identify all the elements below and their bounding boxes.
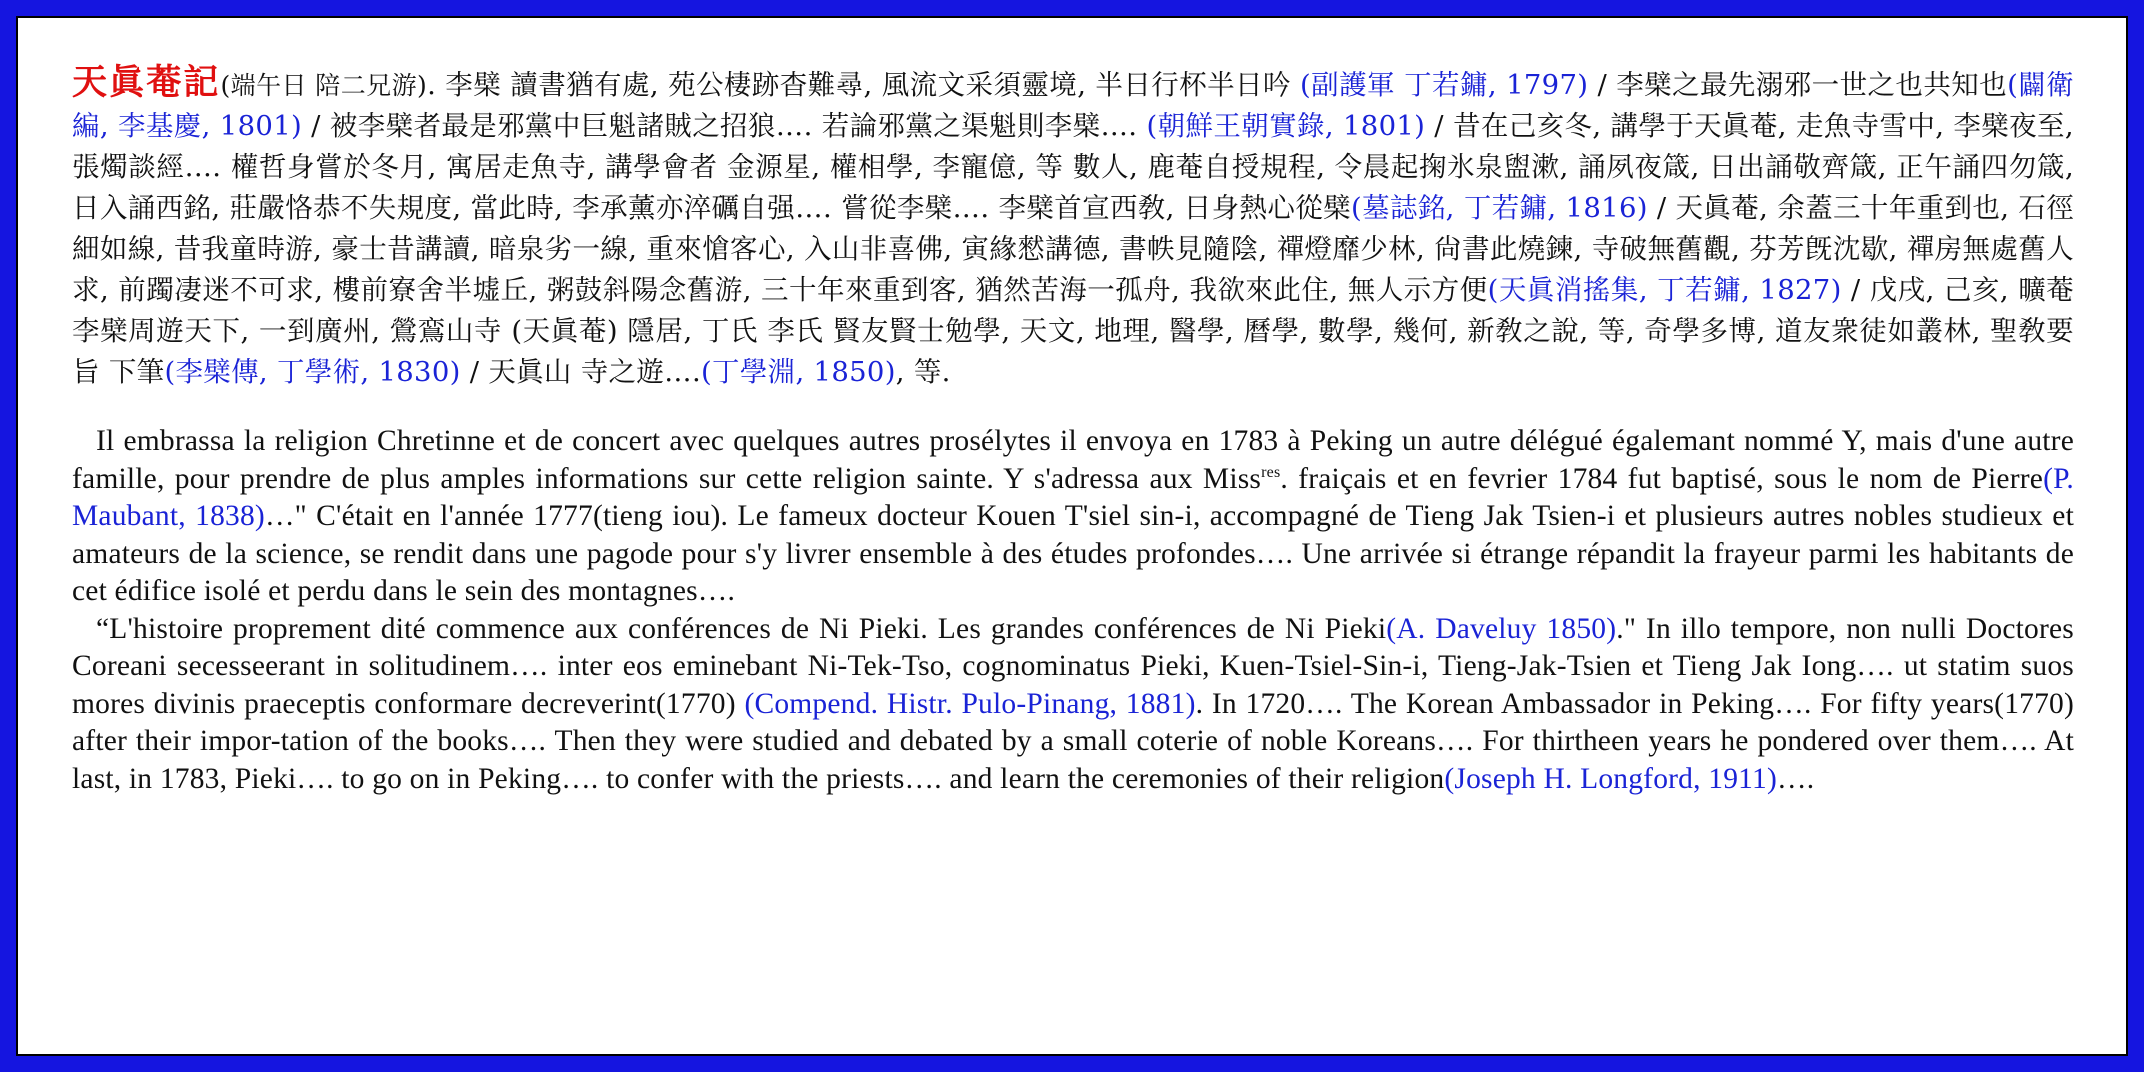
han-text-8: , 等. [895, 356, 951, 388]
citation-compendium-1881: (Compend. Histr. Pulo-Pinang, 1881) [744, 687, 1196, 720]
citation-pyeokwipyeon-1801: (闢衛編, 李基慶, 1801) [72, 69, 2074, 142]
superscript-res: res [1261, 463, 1281, 481]
citation-jeonghakyeon-1850: (丁學淵, 1850) [701, 356, 896, 388]
han-text-4: / 昔在己亥冬, 講學于天眞菴, 走魚寺雪中, 李檗夜至, 張燭談經…. 權哲身嘗於冬月, 寓居走魚寺, 講學會者 金源星, 權相學, 李寵億, 等 數人, 鹿菴自授規程, 令晨起掬氷泉盥漱, 誦夙夜箴, 日出誦敬齊箴, 正午誦四勿箴, 日入誦西銘, 莊嚴恪恭不失規度, 當此時, 李承薰亦淬礪自强…. 嘗從李檗…. 李檗首宣西敎, 日身熱心從檗 [72, 110, 2074, 224]
han-text-3: / 被李檗者最是邪黨中巨魁諸賊之招狼…. 若論邪黨之渠魁則李檗…. [302, 110, 1147, 142]
citation-maubant-1838: (P. Maubant, 1838) [72, 462, 2074, 532]
french-paragraph [72, 423, 2074, 611]
classical-chinese-passage [72, 62, 2074, 393]
citation-myojimyeong-1816: (墓誌銘, 丁若鏞, 1816) [1351, 192, 1648, 224]
french-text-1: Il embrassa la religion Chretinne et de concert avec quelques autres prosélytes il envoya en 1783 à Peking un autre délégué égalemant nommé Y, mais d'une autre famille, pour prendre de plus amples informations sur cette religion sainte. Y s'adressa aux Miss [72, 425, 2074, 495]
citation-soyojip-1827: (天眞消搖集, 丁若鏞, 1827) [1487, 274, 1842, 306]
citation-dingyaoyong-1797: (副護軍 丁若鏞, 1797) [1300, 69, 1589, 101]
mixed-language-paragraph [72, 611, 2074, 799]
han-text-1: . 李檗 讀書猶有處, 苑公棲跡杳難尋, 風流文采須靈境, 半日行杯半日吟 [427, 69, 1301, 101]
french-text-2: . fraiçais et en fevrier 1784 fut baptisé, sous le nom de Pierre [1280, 462, 2044, 495]
citation-ibyeokjeon-1830: (李檗傳, 丁學術, 1830) [164, 356, 461, 388]
document-panel [16, 16, 2128, 1056]
han-text-7: / 天眞山 寺之遊…. [460, 356, 702, 388]
citation-longford-1911: (Joseph H. Longford, 1911) [1444, 762, 1778, 795]
han-text-2: / 李檗之最先溺邪一世之也共知也 [1588, 69, 2008, 101]
european-sources-passage [72, 423, 2074, 798]
han-text-6: / 戊戌, 己亥, 曠菴 李檗周遊天下, 一到廣州, 鶯鵉山寺 (天眞菴) 隱居, 丁氏 李氏 賢友賢士勉學, 天文, 地理, 醫學, 曆學, 數學, 幾何, 新敎之說, 等, 奇學多博, 道友衆徒如叢林, 聖敎要旨 下筆 [72, 274, 2074, 388]
title-subtitle: (端午日 陪二兄游) [220, 71, 428, 100]
han-text-5: / 天眞菴, 余蓋三十年重到也, 石徑細如線, 昔我童時游, 豪士昔講讀, 暗泉劣一線, 重來愴客心, 入山非喜佛, 寅緣憖講德, 書帙見隨陰, 禪燈靡少林, 尙書此燒鍊, 寺破無舊觀, 芬芳旣沈歇, 禪房無處舊人求, 前躅凄迷不可求, 樓前寮舍半墟丘, 粥鼓斜陽念舊游, 三十年來重到客, 猶然苦海一孤舟, 我欲來此住, 無人示方便 [72, 192, 2075, 306]
english-text: . In 1720…. The Korean Ambassador in Peking…. For fifty years(1770) after their impor-tation of the books…. Then they were studied and debated by a small coterie of noble Koreans…. For thirtheen years he pondered over them…. At last, in 1783, Pieki…. to go on in Peking…. to confer with the priests…. and learn the ceremonies of their religion [72, 687, 2075, 795]
document-title: 天眞菴記 [72, 62, 221, 103]
citation-sillok-1801: (朝鮮王朝實錄, 1801) [1146, 110, 1426, 142]
daveluy-text: “L'histoire proprement dité commence aux conférences de Ni Pieki. Les grandes conférences de Ni Pieki [96, 612, 1387, 645]
french-text-3: …" C'était en l'année 1777(tieng iou). Le fameux docteur Kouen T'siel sin-i, accompagné de Tieng Jak Tsien-i et plusieurs autres nobles studieux et amateurs de la science, se rendit dans une pagode pour s'y livrer ensemble à des études profondes…. Une arrivée si étrange répandit la frayeur parmi les habitants de cet édifice isolé et perdu dans le sein des montagnes…. [72, 500, 2074, 607]
citation-daveluy-1850: (A. Daveluy 1850) [1386, 612, 1617, 645]
latin-text: ." In illo tempore, non nulli Doctores Coreani secesseerant in solitudinem…. inter eos eminebant Ni-Tek-Tso, cognominatus Pieki, Kuen-Tsiel-Sin-i, Tieng-Jak-Tsien et Tieng Jak Iong…. ut statim suos mores divinis praeceptis conformare decreverint(1770) [72, 612, 2074, 720]
closing-ellipsis: …. [1777, 762, 1815, 795]
